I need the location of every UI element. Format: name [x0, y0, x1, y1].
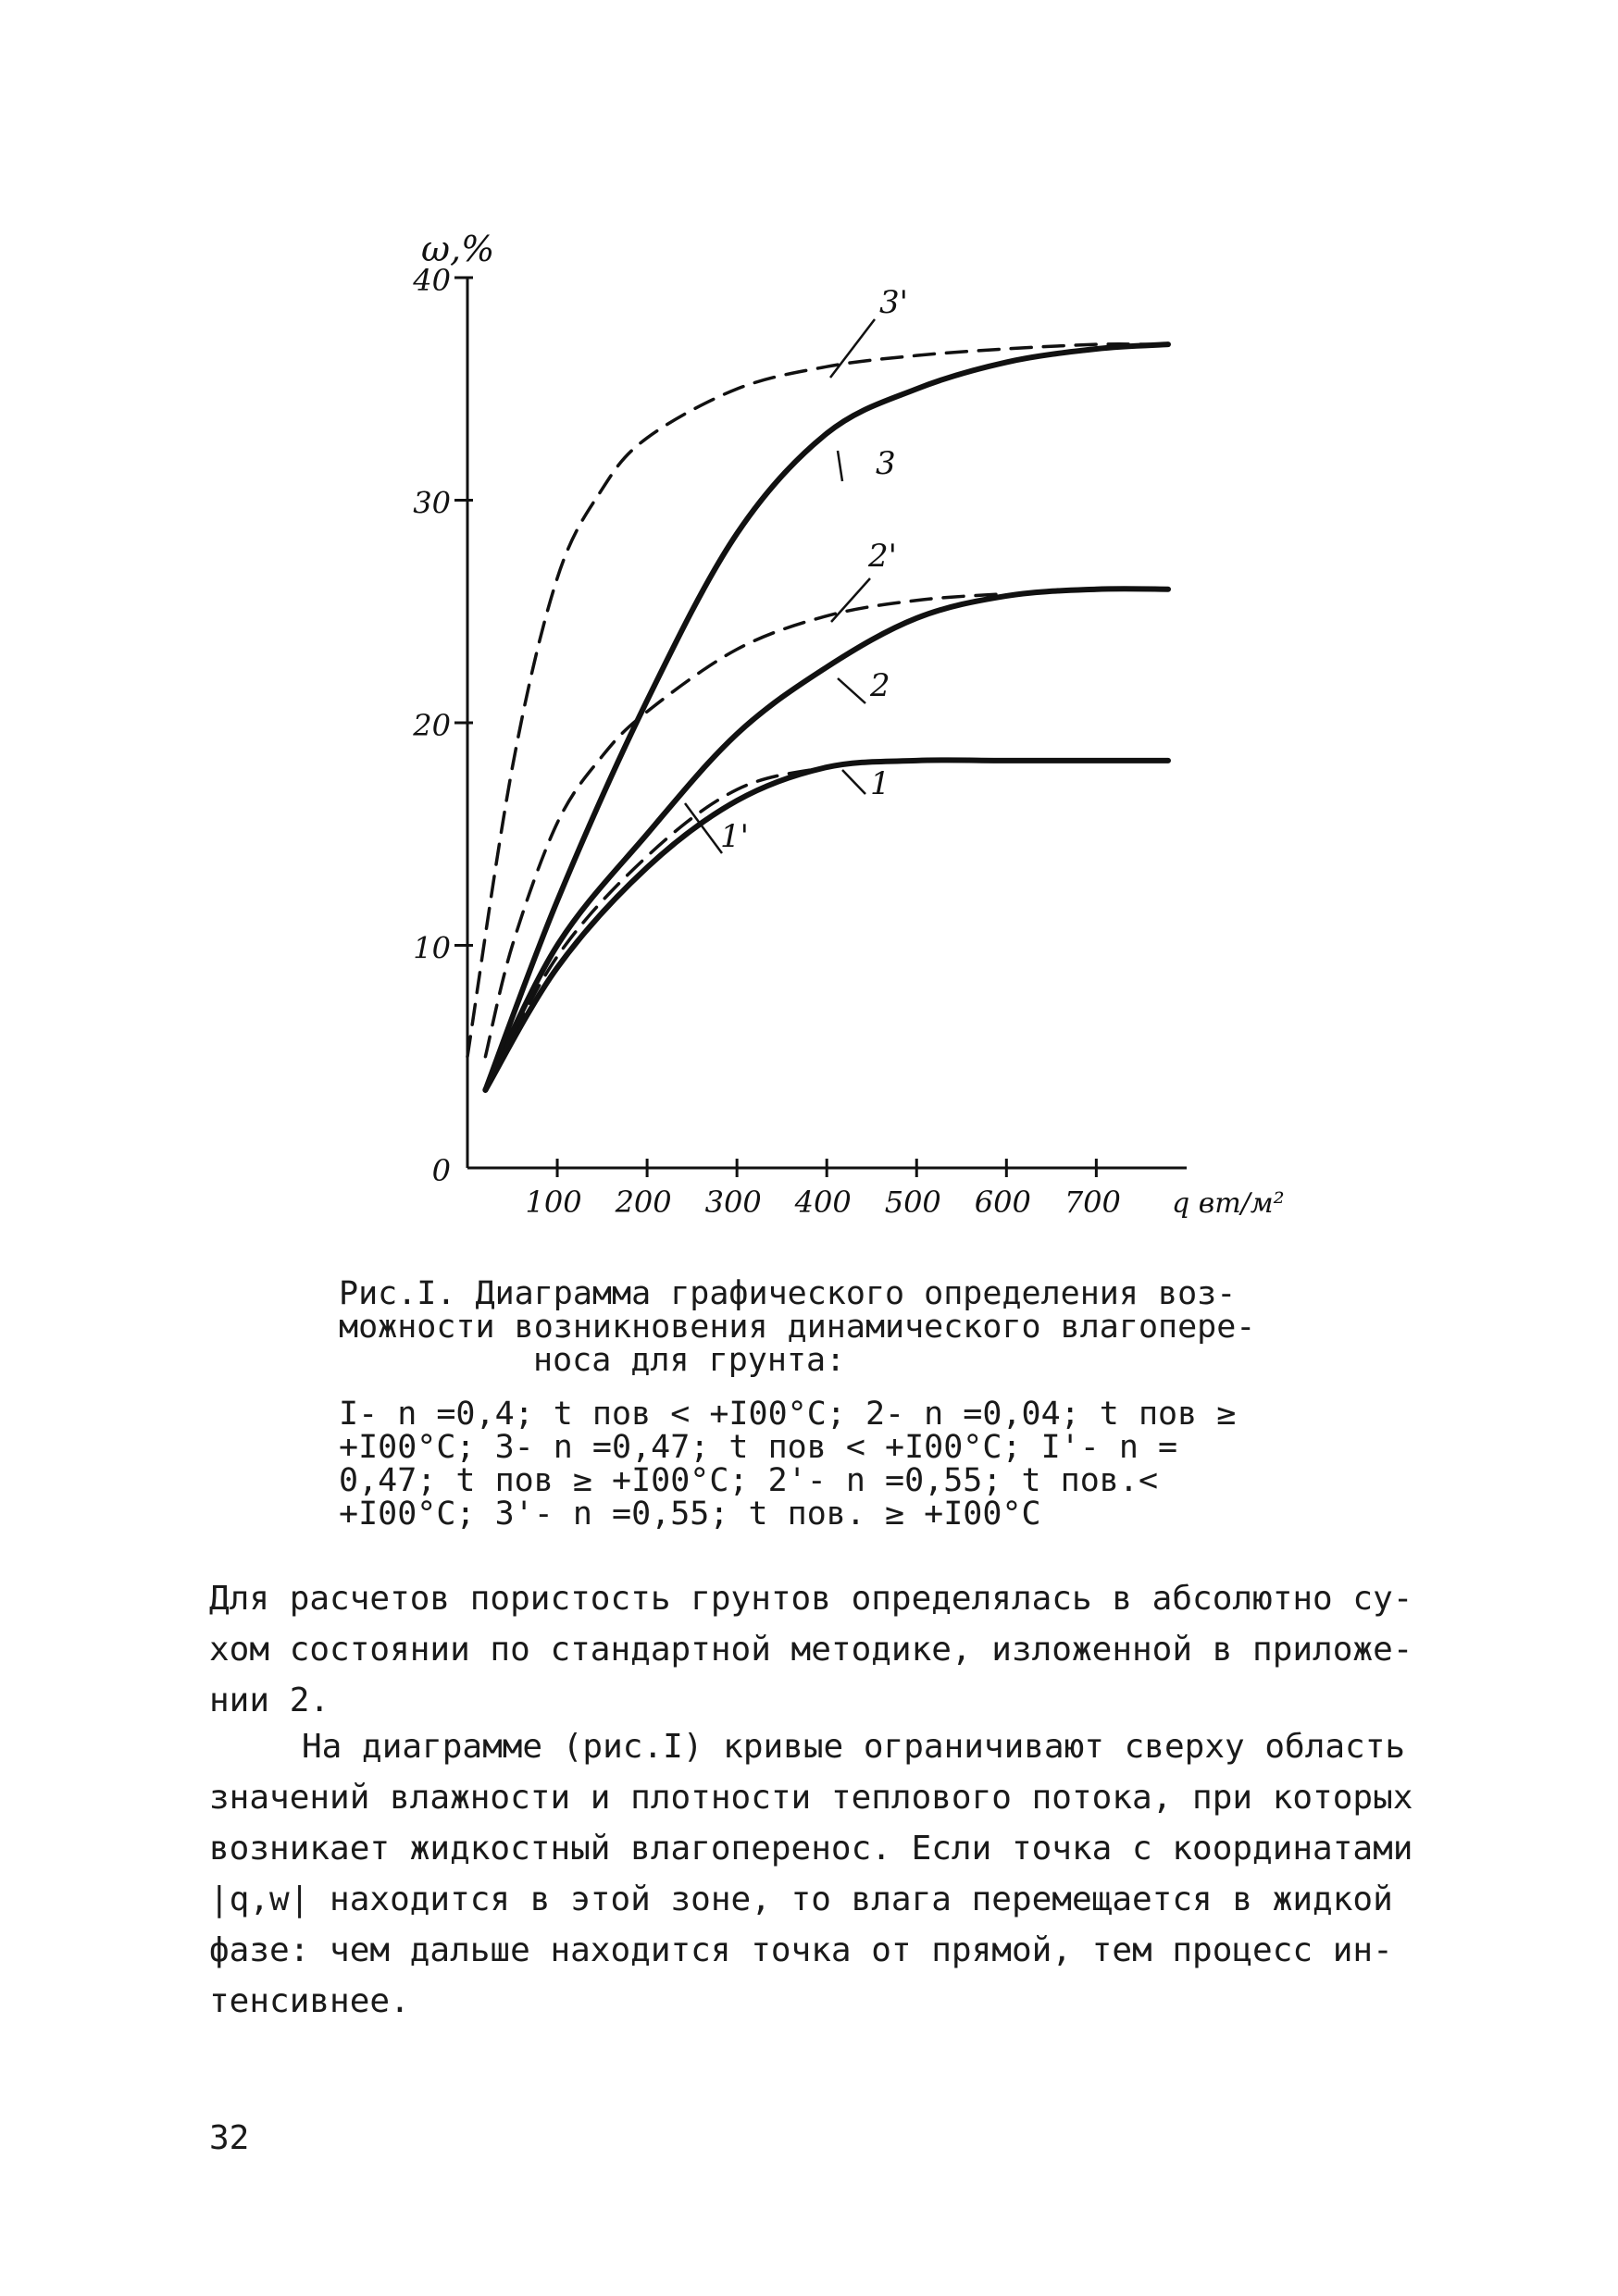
curve-1: [485, 760, 1168, 1089]
figure-legend: [339, 1397, 1301, 1531]
text-line: фазе: чем дальше находится точка от прямой, тем процесс ин-: [209, 1931, 1393, 1969]
curve-label: 3': [879, 284, 908, 321]
legend-line: +I00°С; 3'- n =0,55; t пов. ≥ +I00°С: [339, 1496, 1041, 1533]
paragraph-2: [209, 1721, 1413, 2027]
paragraph-1: [209, 1573, 1413, 1726]
caption-line: можности возникновения динамического влагопере-: [339, 1309, 1256, 1346]
legend-line: +I00°С; 3- n =0,47; t пов < +I00°С; I'- n =: [339, 1429, 1178, 1466]
x-tick-label: 300: [704, 1185, 762, 1220]
caption-line: Рис.I. Диаграмма графического определения воз-: [339, 1275, 1237, 1312]
curve-label-leader: [838, 451, 842, 481]
page-number: 32: [209, 2119, 250, 2157]
curve-3: [485, 344, 1168, 1090]
y-tick-label: 40: [413, 263, 451, 298]
y-tick-label: 20: [413, 708, 451, 743]
curve-2: [485, 589, 1168, 1090]
text-line: тенсивнее.: [209, 1982, 410, 2020]
x-tick-label: 600: [974, 1185, 1031, 1220]
x-tick-label: 700: [1064, 1185, 1121, 1220]
text-line: нии 2.: [209, 1682, 330, 1719]
legend-line: I- n =0,4; t пов < +I00°С; 2- n =0,04; t пов ≥: [339, 1396, 1237, 1433]
curve-label-leader: [838, 678, 865, 703]
y-axis-label: ω,%: [421, 229, 495, 269]
curve-label: 1: [870, 765, 890, 802]
curve-label: 1': [720, 818, 749, 855]
text-line: Для расчетов пористость грунтов определялась в абсолютно су-: [209, 1580, 1413, 1618]
x-tick-label: 500: [884, 1185, 941, 1220]
curve-label: 2: [870, 667, 890, 704]
y-tick-label: 10: [413, 930, 451, 966]
y-tick-label: 30: [413, 485, 451, 521]
curve-label: 2': [868, 538, 897, 575]
curve-label-leader: [830, 319, 875, 378]
curve-label-leader: [831, 578, 870, 622]
curve-label: 3: [876, 445, 896, 482]
x-tick-label: 200: [615, 1185, 672, 1220]
x-axis-label: q вт/м²: [1172, 1187, 1285, 1220]
figure-caption: [339, 1277, 1301, 1377]
text-line: возникает жидкостный влагоперенос. Если точка с координатами: [209, 1830, 1413, 1868]
caption-line: носа для грунта:: [533, 1342, 846, 1379]
text-line: На диаграмме (рис.I) кривые ограничивают сверху область: [302, 1728, 1406, 1766]
text-line: хом состоянии по стандартной методике, изложенной в приложе-: [209, 1631, 1413, 1669]
text-line: значений влажности и плотности теплового потока, при которых: [209, 1779, 1413, 1817]
legend-line: 0,47; t пов ≥ +I00°С; 2'- n =0,55; t пов.<: [339, 1462, 1159, 1499]
curve-label-leader: [842, 770, 865, 794]
text-line: |q,w| находится в этой зоне, то влага перемещается в жидкой: [209, 1880, 1393, 1918]
y-tick-label: 0: [431, 1153, 451, 1188]
x-tick-label: 400: [794, 1185, 852, 1220]
x-tick-label: 100: [525, 1185, 582, 1220]
